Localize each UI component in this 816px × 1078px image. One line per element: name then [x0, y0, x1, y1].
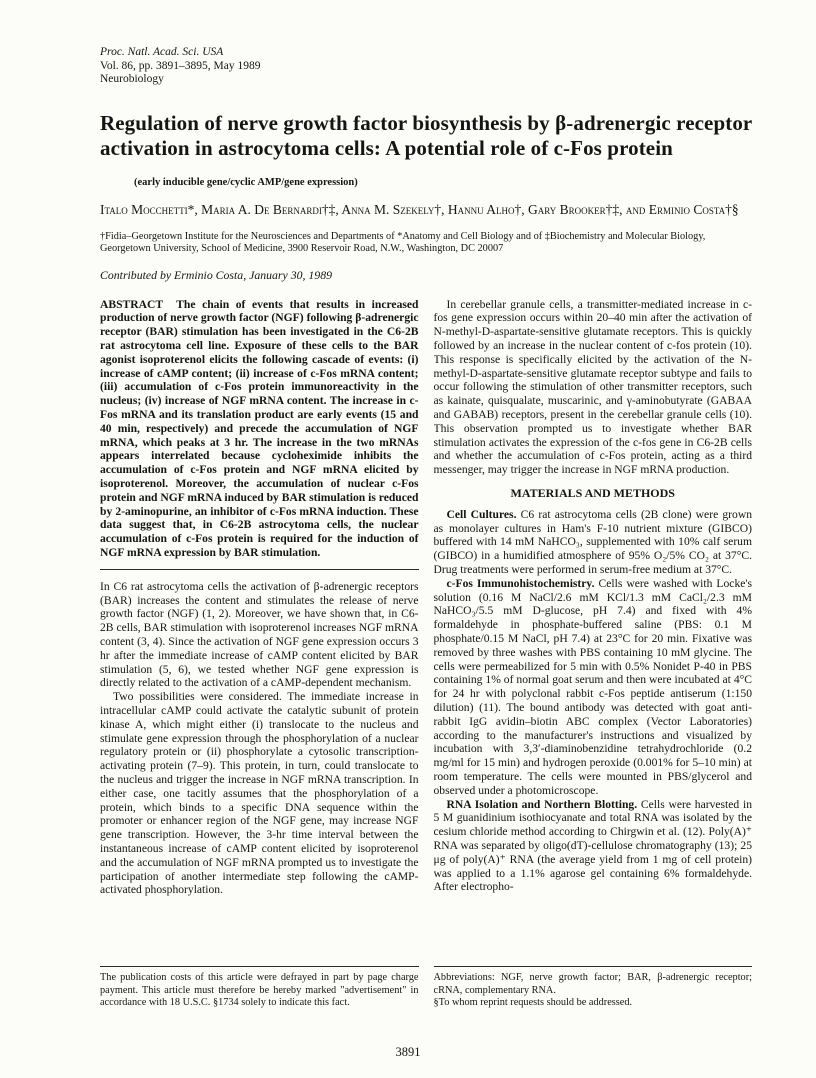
- right-footnote-rule: [434, 966, 753, 967]
- materials-methods-heading: MATERIALS AND METHODS: [510, 486, 675, 501]
- method-lead-cell-cultures: Cell Cultures.: [446, 507, 517, 521]
- abstract-divider: [100, 569, 419, 570]
- intro-paragraph-1: In C6 rat astrocytoma cells the activation of β-adrenergic receptors (BAR) increases the content and stimulates the release of nerve growth factor (NGF) (1, 2). Moreover, we have shown that, in C6-2B cells, BAR stimulation with isoproterenol increases NGF mRNA content (3, 4). Since the activation of NGF gene expression occurs 3 hr after the immediate increase of cAMP content elicited by BAR stimulation (5, 6), we tested whether NGF gene expression is directly related to the activation of a cAMP-dependent mechanism.: [100, 579, 419, 690]
- method-lead-immunohistochemistry: c-Fos Immunohistochemistry.: [446, 576, 595, 590]
- method-paragraph-rna-isolation: [434, 798, 753, 895]
- article-title: Regulation of nerve growth factor biosynthesis by β-adrenergic receptor activation in astrocytoma cells: A potential role of c-Fos protein: [100, 110, 752, 160]
- affiliation-line: †Fidia–Georgetown Institute for the Neurosciences and Departments of *Anatomy and Cell Biology and of ‡Biochemistry and Molecular Biology, Georgetown University, School of Medicine, 3900 Reservoir Road, N.W., Washington, DC 20007: [100, 230, 706, 255]
- left-column: [100, 298, 419, 1010]
- method-lead-rna-isolation: RNA Isolation and Northern Blotting.: [446, 797, 638, 811]
- journal-name: Proc. Natl. Acad. Sci. USA: [100, 46, 224, 58]
- publication-costs-footnote: The publication costs of this article were defrayed in part by page charge payment. This article must therefore be hereby marked "advertisement" in accordance with 18 U.S.C. §1734 solely to indicate this fact.: [100, 972, 419, 1009]
- right-column: [434, 298, 753, 1010]
- method-paragraph-cell-cultures: [434, 508, 753, 577]
- intro-paragraph-2: Two possibilities were considered. The immediate increase in intracellular cAMP could activate the catalytic subunit of protein kinase A, which might either (i) translocate to the nucleus and stimulate gene expression through the phosphorylation of a nuclear regulatory protein or (ii) phosphorylate a cytosolic transcription-activating protein (7–9). This protein, in turn, could translocate to the nucleus and trigger the increase in NGF mRNA transcription. In either case, one tacitly assumes that the phosphorylation of a protein, which binds to a specific DNA sequence within the promoter or enhancer region of the NGF gene, may increase NGF gene transcription. However, the 3-hr time interval between the instantaneous increase of cAMP content elicited by isoproterenol and the accumulation of NGF mRNA prompted us to investigate the participation of another intermediate step following the cAMP-activated phosphorylation.: [100, 690, 419, 897]
- volume-line: Vol. 86, pp. 3891–3895, May 1989: [100, 59, 261, 72]
- masthead: [100, 46, 752, 87]
- left-footnote-rule: [100, 966, 419, 967]
- left-footnote: [100, 966, 419, 1009]
- abbreviations-footnote: Abbreviations: NGF, nerve growth factor; BAR, β-adrenergic receptor; cRNA, complementary RNA.: [433, 972, 752, 996]
- authors-line: Italo Mocchetti*, Maria A. De Bernardi†‡, Anna M. Szekely†, Hannu Alho†, Gary Brooker†‡, and Erminio Costa†§: [100, 201, 739, 217]
- section-label: Neurobiology: [100, 73, 164, 85]
- two-column-body: [100, 298, 752, 1010]
- abstract-label: ABSTRACT: [100, 297, 164, 311]
- method-text-cell-cultures: C6 rat astrocytoma cells (2B clone) were grown as monolayer cultures in Ham's F-10 nutrient mixture (GIBCO) buffered with 14 mM NaHCO₃, supplemented with 10% calf serum (GIBCO) in a humidified atmosphere of 95% O₂/5% CO₂ at 37°C. Drug treatments were performed in serum-free medium at 37°C.: [433, 507, 752, 577]
- contributed-line: Contributed by Erminio Costa, January 30, 1989: [100, 267, 332, 282]
- method-text-immunohistochemistry: Cells were washed with Locke's solution (0.16 M NaCl/2.6 mM KCl/1.3 mM CaCl₂/2.3 mM NaHCO₃/5.5 mM D-glucose, pH 7.4) and fixed with 4% formaldehyde in phosphate-buffered saline (PBS: 0.1 M phosphate/0.15 M NaCl, pH 7.4) at 23°C for 20 min. Fixative was removed by three washes with PBS containing 10 mM glycine. The cells were permeabilized for 5 min with 0.5% Nonidet P-40 in PBS containing 1% of normal goat serum and then were incubated at 4°C for 24 hr with polyclonal rabbit c-Fos peptide antiserum (1:150 dilution) (11). The bound antibody was detected with goat anti-rabbit IgG avidin–biotin ABC complex (Vector Laboratories) according to the manufacturer's instructions and visualized by incubation with 3,3′-diaminobenzidine tetrahydrochloride (0.2 mg/ml for 15 min) and hydrogen peroxide (0.001% for 5–10 min) at room temperature. The cells were mounted in PBS/glycerol and observed under a photomicroscope.: [433, 576, 752, 797]
- right-opening-paragraph: In cerebellar granule cells, a transmitter-mediated increase in c-fos gene expression occurs within 20–40 min after the activation of N-methyl-D-aspartate-sensitive glutamate receptors. This is quickly followed by an increase in the nuclear content of c-fos protein (10). This response is specifically elicited by the activation of the N-methyl-D-aspartate-sensitive glutamate receptor subtype and fails to occur following the stimulation of other transmitter receptors, such as kainate, quisqualate, muscarinic, and γ-aminobutyrate (GABAA and GABAB) receptors, present in the cerebellar granule cells (10). This observation prompted us to investigate whether BAR stimulation activates the expression of the c-fos gene in C6-2B cells and whether the accumulation of c-Fos protein, acting as a third messenger, may trigger the increase in NGF mRNA production.: [433, 297, 752, 477]
- abstract-text: The chain of events that results in increased production of nerve growth factor (NGF) following β-adrenergic receptor (BAR) stimulation has been investigated in the C6-2B rat astrocytoma cell line. Exposure of these cells to the BAR agonist isoproterenol elicits the following cascade of events: (i) increase of cAMP content; (ii) increase of c-Fos mRNA content; (iii) accumulation of c-Fos protein immunoreactivity in the nucleus; (iv) increase of NGF mRNA content. The increase in c-Fos mRNA and its translation product are early events (15 and 40 min, respectively) and precede the accumulation of NGF mRNA, which peaks at 3 hr. The increase in the two mRNAs appears interrelated because cycloheximide inhibits the accumulation of c-Fos protein and NGF mRNA elicited by isoproterenol. Moreover, the accumulation of nuclear c-Fos protein and NGF mRNA induced by BAR stimulation is reduced by 2-aminopurine, an inhibitor of c-Fos mRNA induction. These data suggest that, in C6-2B astrocytoma cells, the nuclear accumulation of c-Fos protein is required for the induction of NGF mRNA expression by BAR stimulation.: [100, 297, 419, 560]
- reprint-footnote: §To whom reprint requests should be addressed.: [433, 997, 633, 1009]
- method-text-rna-isolation: Cells were harvested in 5 M guanidinium isothiocyanate and total RNA was isolated by the cesium chloride method according to Chirgwin et al. (12). Poly(A)⁺ RNA was separated by oligo(dT)-cellulose chromatography (13); 25 μg of poly(A)⁺ RNA (the average yield from 1 mg of cell protein) was applied to a 1.1% agarose gel containing 6% formaldehyde. After electropho-: [433, 797, 752, 894]
- keywords-line: (early inducible gene/cyclic AMP/gene expression): [134, 176, 358, 188]
- method-paragraph-immunohistochemistry: [434, 577, 753, 798]
- abstract-paragraph: [100, 298, 419, 560]
- right-footnote: [434, 966, 753, 1009]
- page-number: 3891: [395, 1045, 421, 1059]
